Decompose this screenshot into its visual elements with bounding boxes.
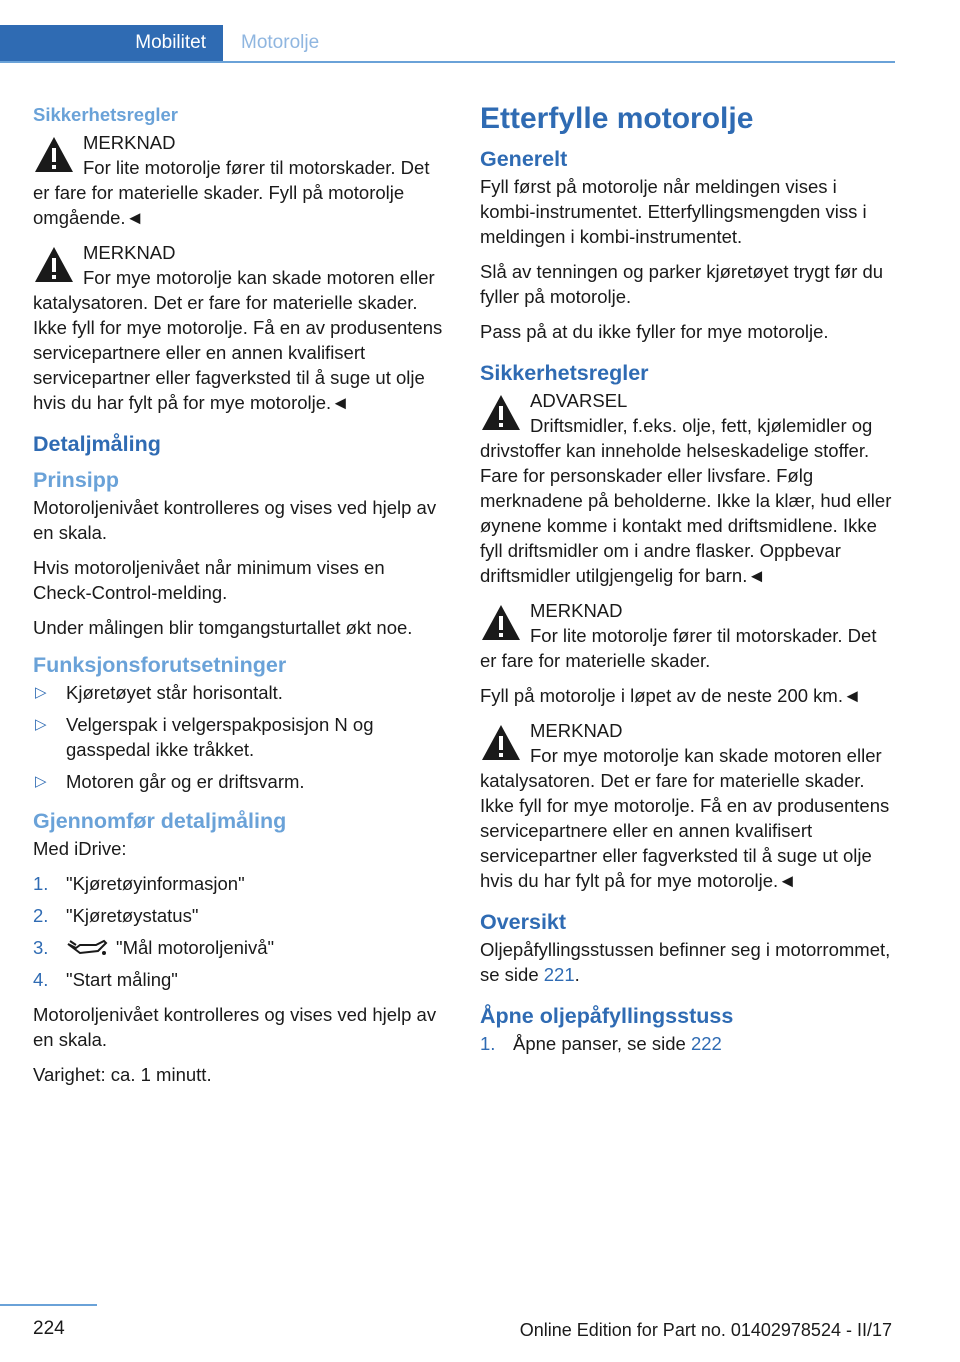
warning-triangle-icon (33, 244, 75, 286)
general-paragraph-2: Slå av tenningen og parker kjøretøyet trygt før du fyller på motorolje. (480, 261, 884, 307)
triangle-right-icon: ▷ (35, 773, 47, 790)
principle-paragraph-3: Under målingen blir tomgangsturtallet økt noe. (33, 617, 413, 638)
open-heading: Åpne oljepåfyllingsstuss (480, 1004, 734, 1028)
warning-triangle-icon (480, 722, 522, 764)
header-tab-mobilitet[interactable]: Mobilitet (0, 25, 223, 61)
list-item: 3. "Mål motoroljenivå" (33, 937, 275, 958)
notice-title: MERKNAD (530, 600, 623, 621)
notice-followup: Fyll på motorolje i løpet av de neste 200 km.◄ (480, 685, 862, 706)
overview-heading: Oversikt (480, 910, 567, 934)
right-notice-1 (480, 598, 896, 673)
principle-paragraph-1: Motoroljenivået kontrolleres og vises ved hjelp av en skala. (33, 497, 437, 543)
notice-title: MERKNAD (83, 132, 176, 153)
right-notice-2 (480, 718, 896, 893)
triangle-right-icon: ▷ (35, 716, 47, 733)
edition-info: Online Edition for Part no. 01402978524 - II/17 (519, 1320, 892, 1340)
left-notice-1 (33, 130, 445, 230)
main-heading: Etterfylle motorolje (480, 102, 754, 135)
notice-title: MERKNAD (83, 242, 176, 263)
right-warning (480, 388, 896, 588)
perform-heading: Gjennomfør detaljmåling (33, 809, 287, 833)
func-heading: Funksjonsforutsetninger (33, 653, 287, 677)
after-paragraph-2: Varighet: ca. 1 minutt. (33, 1064, 212, 1085)
page-link-222[interactable]: 222 (690, 1033, 722, 1054)
principle-paragraph-2: Hvis motoroljenivået når minimum vises en Check-Control-melding. (33, 557, 385, 603)
overview-paragraph: Oljepåfyllingsstussen befinner seg i motorrommet, se side 221. (480, 939, 891, 985)
page-number: 224 (33, 1318, 65, 1339)
list-item: ▷ Velgerspak i velgerspakposisjon N og gasspedal ikke tråkket. (35, 714, 374, 760)
general-paragraph-1: Fyll først på motorolje når meldingen vises i kombi-instrumentet. Etterfyllingsmengden viss i meldingen i kombi-instrumentet. (480, 176, 867, 247)
notice-text: For lite motorolje fører til motorskader. Det er fare for materielle skader. (480, 625, 877, 671)
perform-intro: Med iDrive: (33, 838, 127, 859)
list-item: 1. "Kjøretøyinformasjon" (33, 873, 245, 894)
footer-divider (0, 1304, 97, 1306)
open-steps (480, 1031, 896, 1056)
notice-text: For mye motorolje kan skade motoren eller katalysatoren. Det er fare for materielle skader. Ikke fyll for mye motorolje. Få en av produsentens servicepartnere eller en annen kvalifisert servicepartner eller fagverksted til å suge ut olje hvis du har fylt på for mye motorolje.◄ (33, 267, 443, 413)
oil-can-icon (66, 939, 108, 957)
notice-title: ADVARSEL (530, 390, 628, 411)
func-list (33, 680, 445, 794)
perform-steps (33, 871, 445, 992)
list-item: ▷ Motoren går og er driftsvarm. (35, 771, 305, 792)
warning-triangle-icon (33, 134, 75, 176)
left-safety-heading: Sikkerhetsregler (33, 104, 179, 125)
warning-triangle-icon (480, 602, 522, 644)
after-paragraph-1: Motoroljenivået kontrolleres og vises ved hjelp av en skala. (33, 1004, 437, 1050)
right-column (480, 100, 896, 1066)
notice-text: For lite motorolje fører til motorskader. Det er fare for materielle skader. Fyll på motorolje omgående.◄ (33, 157, 430, 228)
notice-text: For mye motorolje kan skade motoren eller katalysatoren. Det er fare for materielle skader. Ikke fyll for mye motorolje. Få en av produsentens servicepartnere eller en annen kvalifisert servicepartner eller fagverksted til å suge ut olje hvis du har fylt på for mye motorolje.◄ (480, 745, 890, 891)
page-link-221[interactable]: 221 (543, 964, 575, 985)
notice-title: MERKNAD (530, 720, 623, 741)
header-tab-motorolje[interactable]: Motorolje (241, 32, 320, 53)
warning-triangle-icon (480, 392, 522, 434)
notice-text: Driftsmidler, f.eks. olje, fett, kjølemidler og drivstoffer kan inneholde helseskadelige stoffer. Fare for personskader eller livsfare. Følg merknadene på beholderne. Ikke la klær, hud eller øynene komme i kontakt med driftsmidlene. Ikke fyll driftsmidler om i andre flasker. Oppbevar driftsmidler utilgjengelig for barn.◄ (480, 415, 892, 586)
page-header (0, 25, 895, 63)
right-safety-heading: Sikkerhetsregler (480, 361, 649, 385)
left-column (33, 100, 445, 1097)
principle-heading: Prinsipp (33, 468, 120, 492)
triangle-right-icon: ▷ (35, 684, 47, 701)
list-item: 4. "Start måling" (33, 969, 178, 990)
general-heading: Generelt (480, 147, 568, 171)
general-paragraph-3: Pass på at du ikke fyller for mye motorolje. (480, 321, 829, 342)
list-item: ▷ Kjøretøyet står horisontalt. (35, 682, 283, 703)
detail-heading: Detaljmåling (33, 432, 161, 456)
list-item: 2. "Kjøretøystatus" (33, 905, 199, 926)
list-item: 1. Åpne panser, se side 222 (480, 1033, 722, 1054)
left-notice-2 (33, 240, 445, 415)
